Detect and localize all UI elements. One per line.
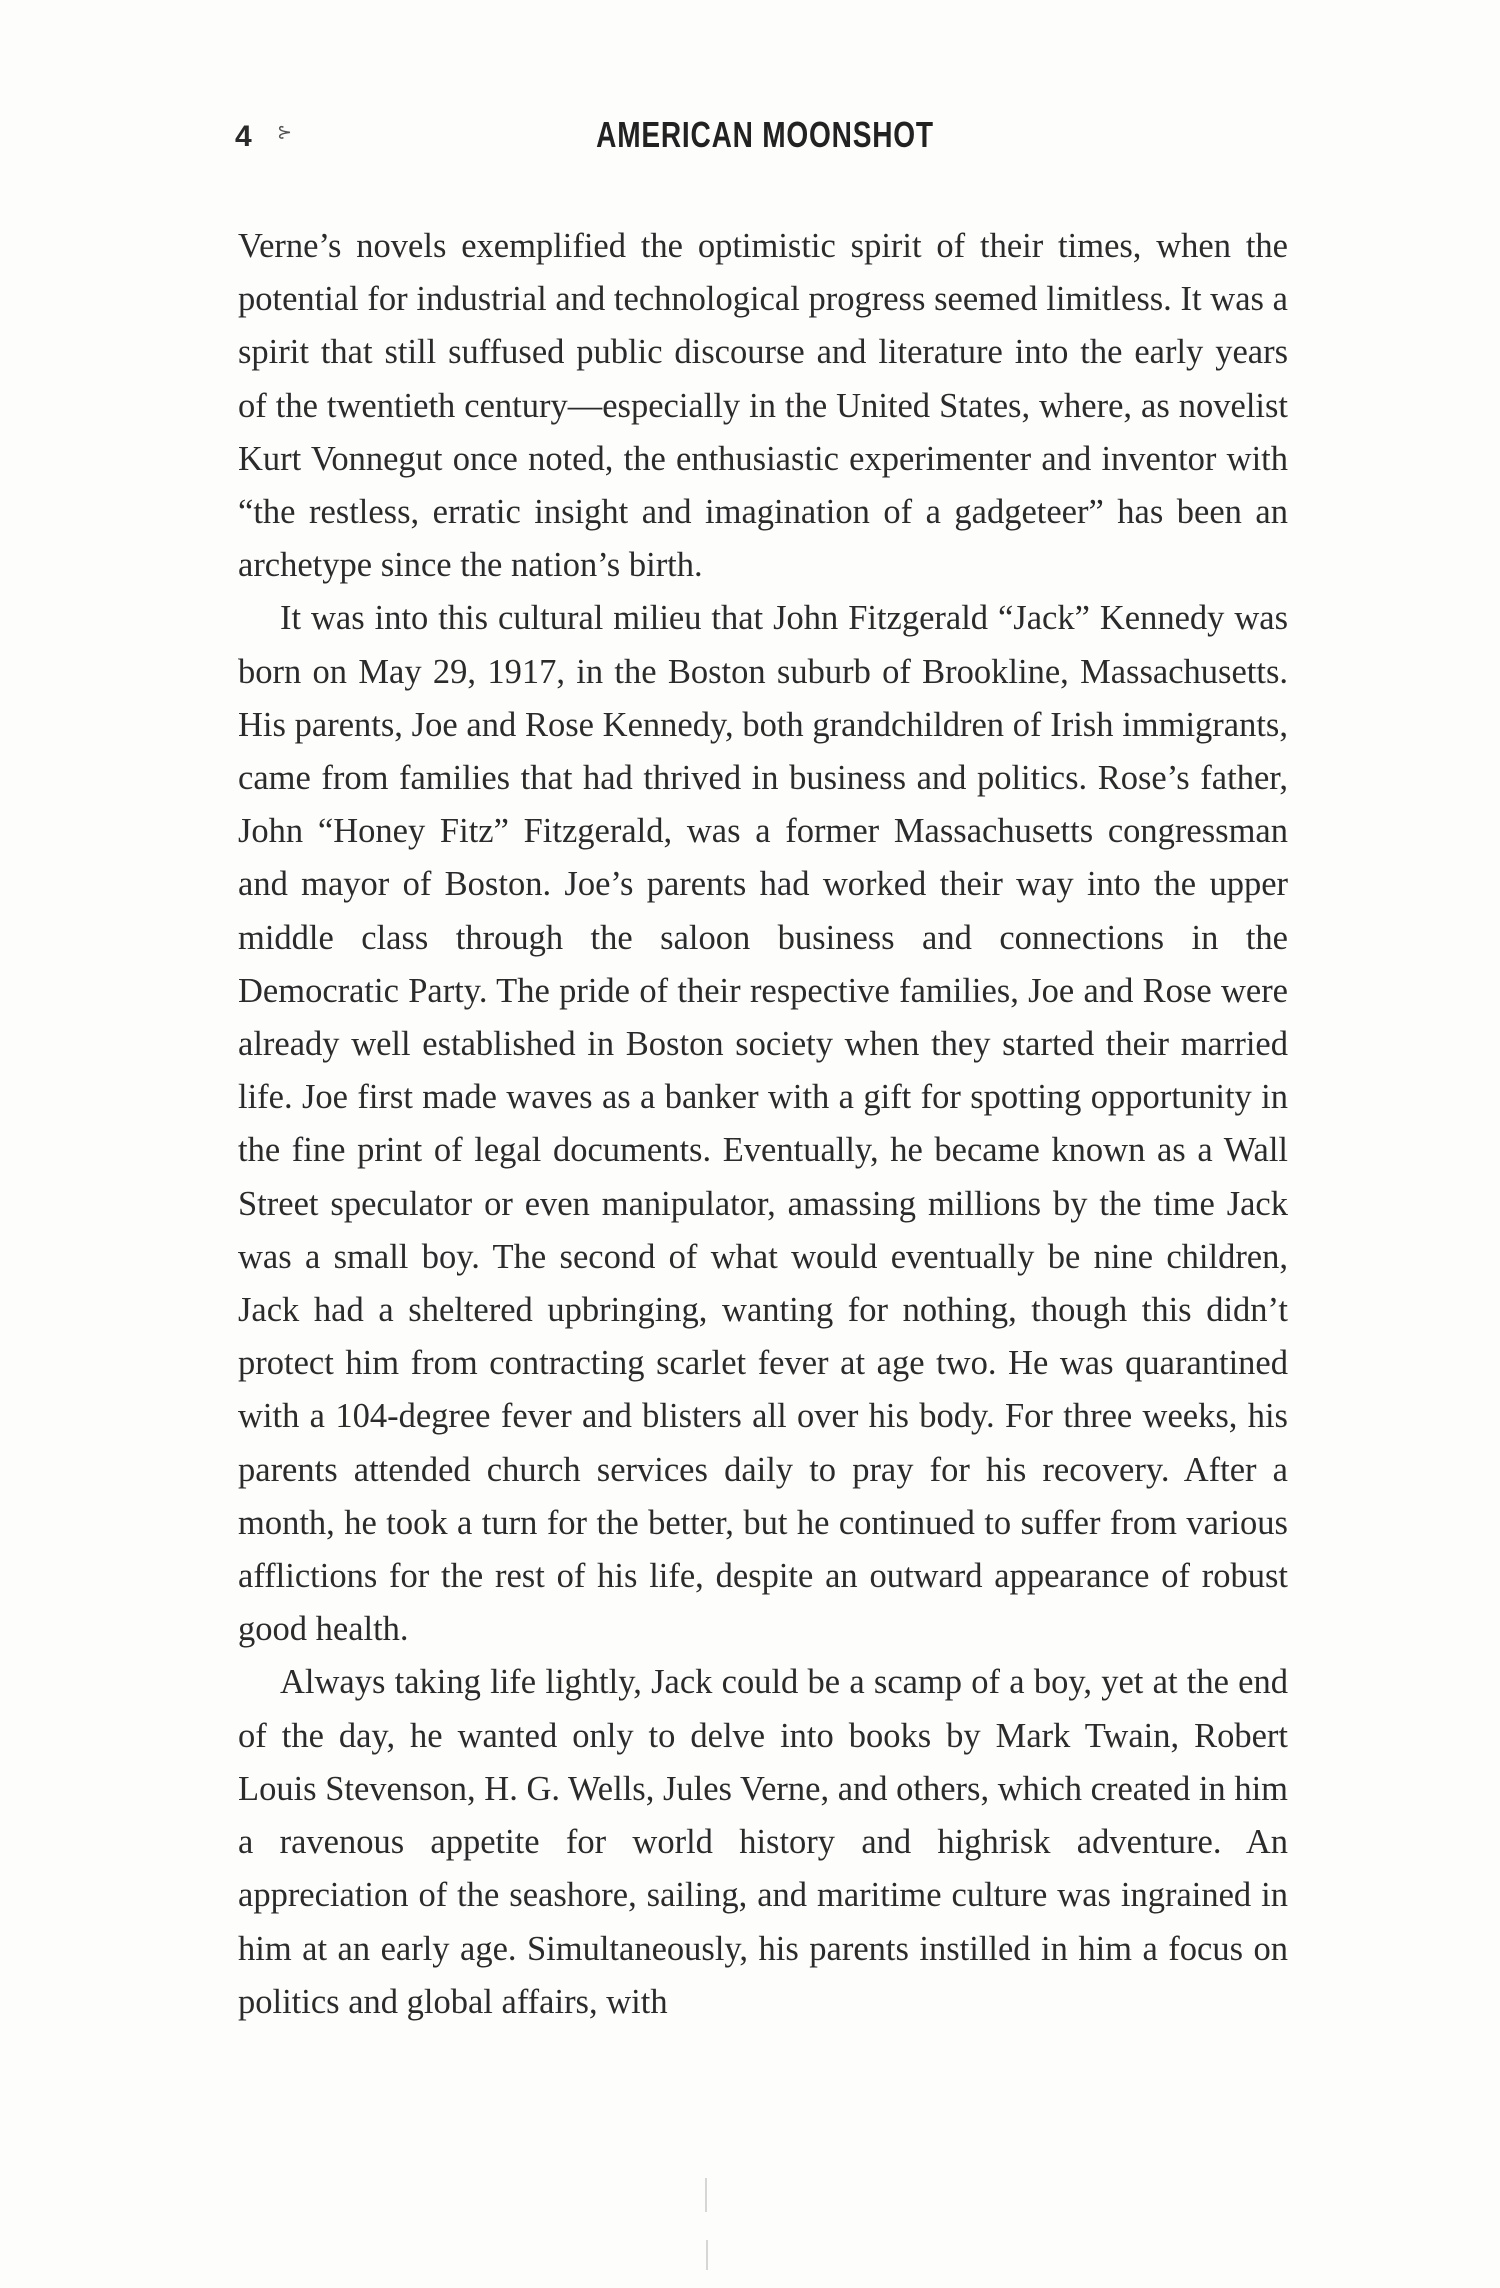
paragraph-2: It was into this cultural milieu that John Fitzgerald “Jack” Kennedy was born on May 29, 1917, in the Boston suburb of Brookline, Massachusetts. His parents, Joe and Rose Kennedy, both grandchildren of Irish immigrants, came from families that had thrived in business and politics. Rose’s father, John “Honey Fitz” Fitzgerald, was a former Massachusetts congressman and mayor of Boston. Joe’s parents had worked their way into the upper middle class through the saloon business and connections in the Democratic Party. The pride of their respective families, Joe and Rose were already well established in Boston society when they started their married life. Joe first made waves as a banker with a gift for spotting opportunity in the fine print of legal documents. Eventually, he became known as a Wall Street speculator or even manipulator, amassing millions by the time Jack was a small boy. The second of what would eventually be nine children, Jack had a sheltered upbringing, wanting for nothing, though this didn’t protect him from contracting scarlet fever at age two. He was quarantined with a 104-degree fever and blisters all over his body. For three weeks, his parents attended church services daily to pray for his recovery. After a month, he took a turn for the better, but he continued to suffer from various afflictions for the rest of his life, despite an outward appearance of robust good health. xyxy=(238,599,1288,1649)
folio-ornament: ⊱ xyxy=(277,122,293,143)
paragraph-1: Verne’s novels exemplified the optimistic spirit of their times, when the potential for industrial and technological progress seemed limitless. It was a spirit that still suffused public discourse and literature into the early years of the twentieth century—especially in the United States, where, as novelist Kurt Vonnegut once noted, the enthusiastic experimenter and inventor with “the restless, erratic insight and imagination of a gadgeteer” has been an archetype since the nation’s birth. xyxy=(238,227,1288,585)
running-head-title: AMERICAN MOONSHOT xyxy=(596,114,934,155)
scan-artifact xyxy=(706,2240,708,2270)
scan-artifact xyxy=(705,2178,707,2212)
body-text xyxy=(238,220,1288,2029)
running-head xyxy=(235,108,1295,168)
page-number: 4 xyxy=(235,120,253,153)
paragraph-3: Always taking life lightly, Jack could be a scamp of a boy, yet at the end of the day, he wanted only to delve into books by Mark Twain, Robert Louis Stevenson, H. G. Wells, Jules Verne, and others, which created in him a ravenous appetite for world history and highrisk adventure. An appreciation of the seashore, sailing, and maritime culture was ingrained in him at an early age. Simultaneously, his parents instilled in him a focus on politics and global affairs, with xyxy=(238,1663,1288,2021)
